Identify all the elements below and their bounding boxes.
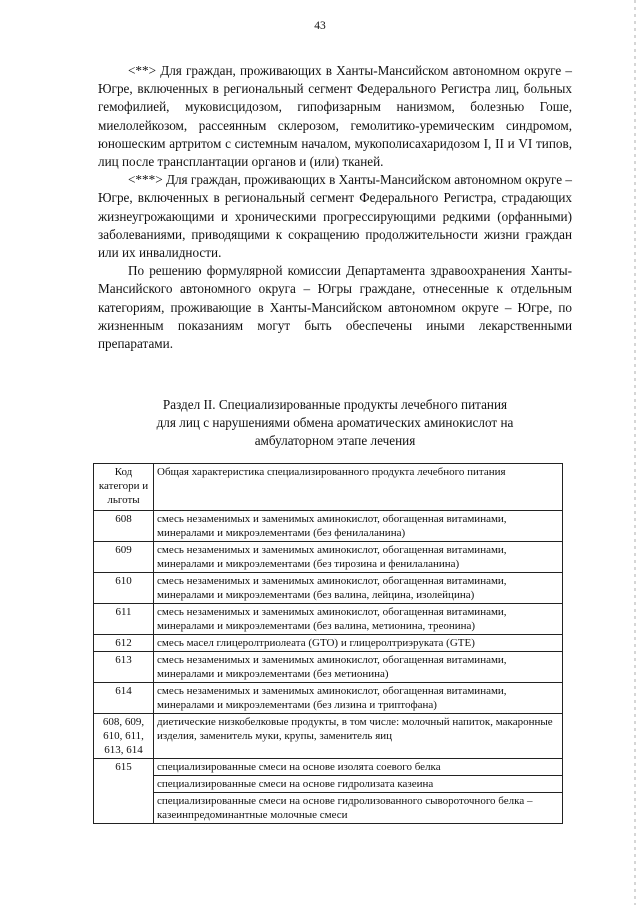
category-code: 614 (94, 683, 154, 714)
page-number: 43 (314, 20, 326, 32)
product-description: специализированные смеси на основе гидролизата казеина (154, 776, 563, 793)
section-title-line: амбулаторном этапе лечения (254, 433, 416, 449)
table-header-row (94, 464, 563, 511)
product-description: смесь незаменимых и заменимых аминокислот, обогащенная витаминами, минералами и микроэлементами (без лизина и триптофана) (154, 683, 563, 714)
product-description: смесь незаменимых и заменимых аминокислот, обогащенная витаминами, минералами и микроэлементами (без тирозина и фенилаланина) (154, 542, 563, 573)
product-description: смесь незаменимых и заменимых аминокислот, обогащенная витаминами, минералами и микроэлементами (без метионина) (154, 652, 563, 683)
footnote-double-asterisk: <**> Для граждан, проживающих в Ханты-Мансийском автономном округе – Югре, включенных в региональный сегмент Федерального Регистра лиц, больных гемофилией, муковисцидозом, гипофизарным нанизмом, болезнью Гоше, миелолейкозом, рассеянным склерозом, гемолитико-уремическим синдромом, юношеским артритом с системным началом, мукополисахаридозом I, II и VI типов, лиц после трансплантации органов и (или) тканей. (98, 63, 572, 170)
product-description: смесь масел глицеролтриолеата (GTO) и глицеролтриэруката (GTE) (154, 635, 563, 652)
section-title (98, 396, 572, 451)
category-code: 609 (94, 542, 154, 573)
table-row (94, 759, 563, 776)
category-code: 611 (94, 604, 154, 635)
table-row (94, 652, 563, 683)
product-description: специализированные смеси на основе гидролизованного сывороточного белка – казеинпредоминантные молочные смеси (154, 793, 563, 824)
table-row (94, 511, 563, 542)
table-row (94, 714, 563, 759)
column-header-description: Общая характеристика специализированного продукта лечебного питания (154, 464, 563, 511)
product-description: смесь незаменимых и заменимых аминокислот, обогащенная витаминами, минералами и микроэлементами (без валина, метионина, треонина) (154, 604, 563, 635)
category-code: 608, 609, 610, 611, 613, 614 (94, 714, 154, 759)
table-row (94, 683, 563, 714)
table-row (94, 573, 563, 604)
category-code: 615 (94, 759, 154, 824)
product-description: специализированные смеси на основе изолята соевого белка (154, 759, 563, 776)
column-header-code: Код категори и льготы (94, 464, 154, 511)
body-text (98, 62, 572, 353)
category-code: 612 (94, 635, 154, 652)
section-title-line: для лиц с нарушениями обмена ароматических аминокислот на (156, 415, 514, 431)
product-description: смесь незаменимых и заменимых аминокислот, обогащенная витаминами, минералами и микроэлементами (без валина, лейцина, изолейцина) (154, 573, 563, 604)
nutrition-products-table (93, 463, 563, 824)
table-row (94, 793, 563, 824)
category-code: 608 (94, 511, 154, 542)
scan-edge (634, 0, 636, 905)
table-row (94, 542, 563, 573)
table-row (94, 776, 563, 793)
footnote-triple-asterisk: <***> Для граждан, проживающих в Ханты-Мансийском автономном округе – Югре, включенных в региональный сегмент Федерального Регистра, страдающих жизнеугрожающими и хроническими прогрессирующими редкими (орфанными) заболеваниями, приводящими к сокращению продолжительности жизни граждан или их инвалидности. (98, 172, 572, 261)
formulary-commission-paragraph: По решению формулярной комиссии Департамента здравоохранения Ханты-Мансийского автономного округа – Югры граждане, отнесенные к отдельным категориям, проживающие в Ханты-Мансийском автономном округе – Югре, по жизненным показаниям могут быть обеспечены иными лекарственными препаратами. (98, 263, 572, 352)
table-row (94, 635, 563, 652)
product-description: смесь незаменимых и заменимых аминокислот, обогащенная витаминами, минералами и микроэлементами (без фенилаланина) (154, 511, 563, 542)
section-title-line: Раздел II. Специализированные продукты лечебного питания (162, 397, 508, 412)
category-code: 610 (94, 573, 154, 604)
category-code: 613 (94, 652, 154, 683)
table-row (94, 604, 563, 635)
product-description: диетические низкобелковые продукты, в том числе: молочный напиток, макаронные изделия, заменитель муки, крупы, заменитель яиц (154, 714, 563, 759)
